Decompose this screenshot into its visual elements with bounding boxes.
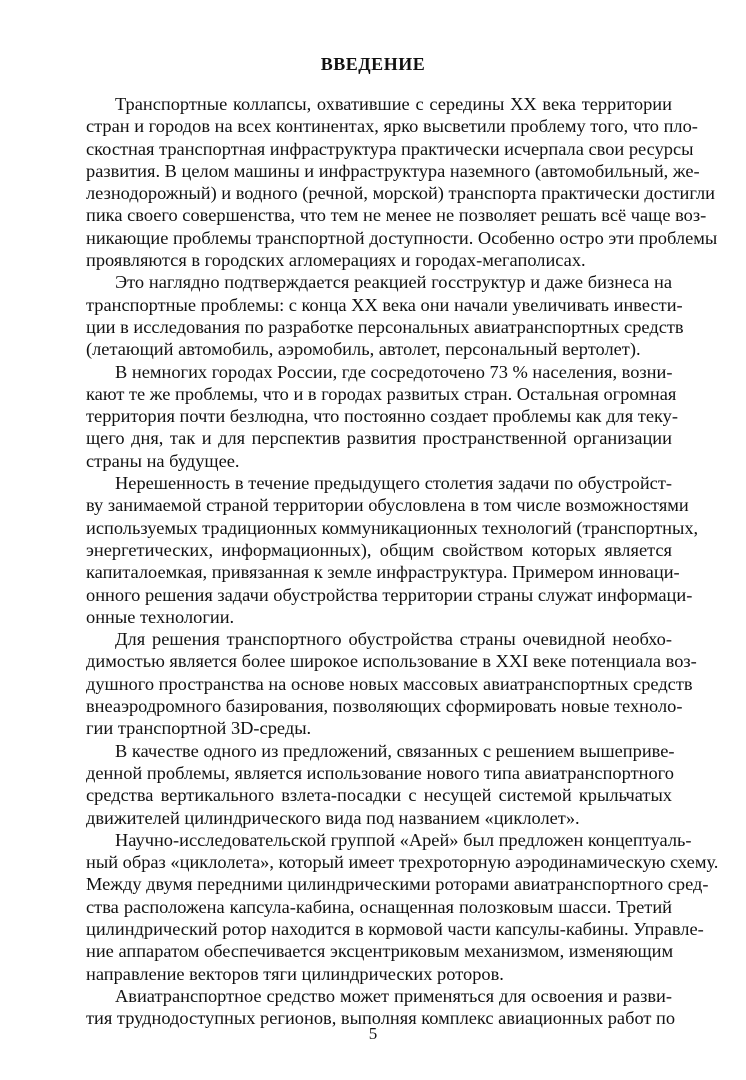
text-line: ву занимаемой страной территории обусловлена в том числе возможностями <box>86 495 689 516</box>
paragraph <box>86 985 676 1030</box>
text-line: онного решения задачи обустройства территории страны служат информаци- <box>86 584 693 605</box>
text-line: проявляются в городских агломерациях и городах-мегаполисах. <box>86 250 586 271</box>
text-line: Это наглядно подтверждается реакцией госструктур и даже бизнеса на <box>115 272 672 293</box>
text-line: транспортные проблемы: с конца XX века они начали увеличивать инвести- <box>86 294 683 315</box>
text-line: лезнодорожный) и водного (речной, морской) транспорта практически достигли <box>86 183 716 204</box>
text-line: направление векторов тяги цилиндрических роторов. <box>86 963 504 984</box>
text-line: денной проблемы, является использование нового типа авиатранспортного <box>86 762 674 783</box>
text-line: цилиндрический ротор находится в кормовой части капсулы-кабины. Управле- <box>86 918 704 939</box>
text-line: В немногих городах России, где сосредоточено 73 % населения, возни- <box>115 361 673 382</box>
text-line: энергетических, информационных), общим свойством которых является <box>86 539 672 560</box>
paragraph <box>86 829 719 985</box>
text-line: движителей цилиндрического вида под названием «циклолет». <box>86 807 580 828</box>
text-line: (летающий автомобиль, аэромобиль, автолет, персональный вертолет). <box>86 339 641 360</box>
paragraph <box>86 740 675 829</box>
text-line: Научно-исследовательской группой «Арей» был предложен концептуаль- <box>115 829 692 850</box>
text-line: кают те же проблемы, что и в городах развитых стран. Остальная огромная <box>86 383 677 404</box>
text-line: никающие проблемы транспортной доступности. Особенно остро эти проблемы <box>86 227 718 248</box>
text-line: территория почти безлюдна, что постоянно создает проблемы как для теку- <box>86 406 678 427</box>
paragraph <box>86 628 697 739</box>
text-line: В качестве одного из предложений, связанных с решением вышеприве- <box>115 740 675 761</box>
text-line: Для решения транспортного обустройства страны очевидной необхо- <box>115 629 672 650</box>
text-line: ный образ «циклолета», который имеет трехроторную аэродинамическую схему. <box>86 852 719 873</box>
text-line: онные технологии. <box>86 606 235 627</box>
text-line: Нерешенность в течение предыдущего столетия задачи по обустройст- <box>115 473 672 494</box>
paragraph <box>86 271 684 360</box>
text-line: внеаэродромного базирования, позволяющих сформировать новые техноло- <box>86 696 683 717</box>
text-line: Авиатранспортное средство может применяться для освоения и разви- <box>115 985 672 1006</box>
text-line: ства расположена капсула-кабина, оснащенная полозковым шасси. Третий <box>86 896 672 917</box>
page-number: 5 <box>368 1024 378 1043</box>
page-title: ВВЕДЕНИЕ <box>320 54 426 74</box>
text-line: пика своего совершенства, что тем не менее не позволяет решать всё чаще воз- <box>86 205 707 226</box>
text-line: тия труднодоступных регионов, выполняя комплекс авиационных работ по <box>86 1008 676 1029</box>
text-line: используемых традиционных коммуникационных технологий (транспортных, <box>86 517 699 538</box>
text-line: Между двумя передними цилиндрическими роторами авиатранспортного сред- <box>86 874 709 895</box>
text-line: щего дня, так и для перспектив развития пространственной организации <box>86 428 672 449</box>
text-line: гии транспортной 3D-среды. <box>86 718 312 739</box>
text-line: стран и городов на всех континентах, ярко высветили проблему того, что пло- <box>86 116 698 137</box>
text-line: развития. В целом машины и инфраструктура наземного (автомобильный, же- <box>86 160 700 181</box>
text-line: димостью является более широкое использование в XXI веке потенциала воз- <box>86 651 697 672</box>
text-line: страны на будущее. <box>86 450 240 471</box>
text-line: средства вертикального взлета-посадки с несущей системой крыльчатых <box>86 785 672 806</box>
text-line: Транспортные коллапсы, охватившие с середины XX века территории <box>115 94 672 114</box>
text-line: ции в исследования по разработке персональных авиатранспортных средств <box>86 316 684 337</box>
paragraph <box>86 361 678 472</box>
body-text <box>86 93 719 1029</box>
text-line: ние аппаратом обеспечивается эксцентриковым механизмом, изменяющим <box>86 941 674 962</box>
paragraph <box>86 472 699 628</box>
paragraph <box>86 93 718 271</box>
text-line: скостная транспортная инфраструктура практически исчерпала свои ресурсы <box>86 138 694 159</box>
text-line: душного пространства на основе новых массовых авиатранспортных средств <box>86 673 693 694</box>
text-line: капиталоемкая, привязанная к земле инфраструктура. Примером инноваци- <box>86 562 680 583</box>
